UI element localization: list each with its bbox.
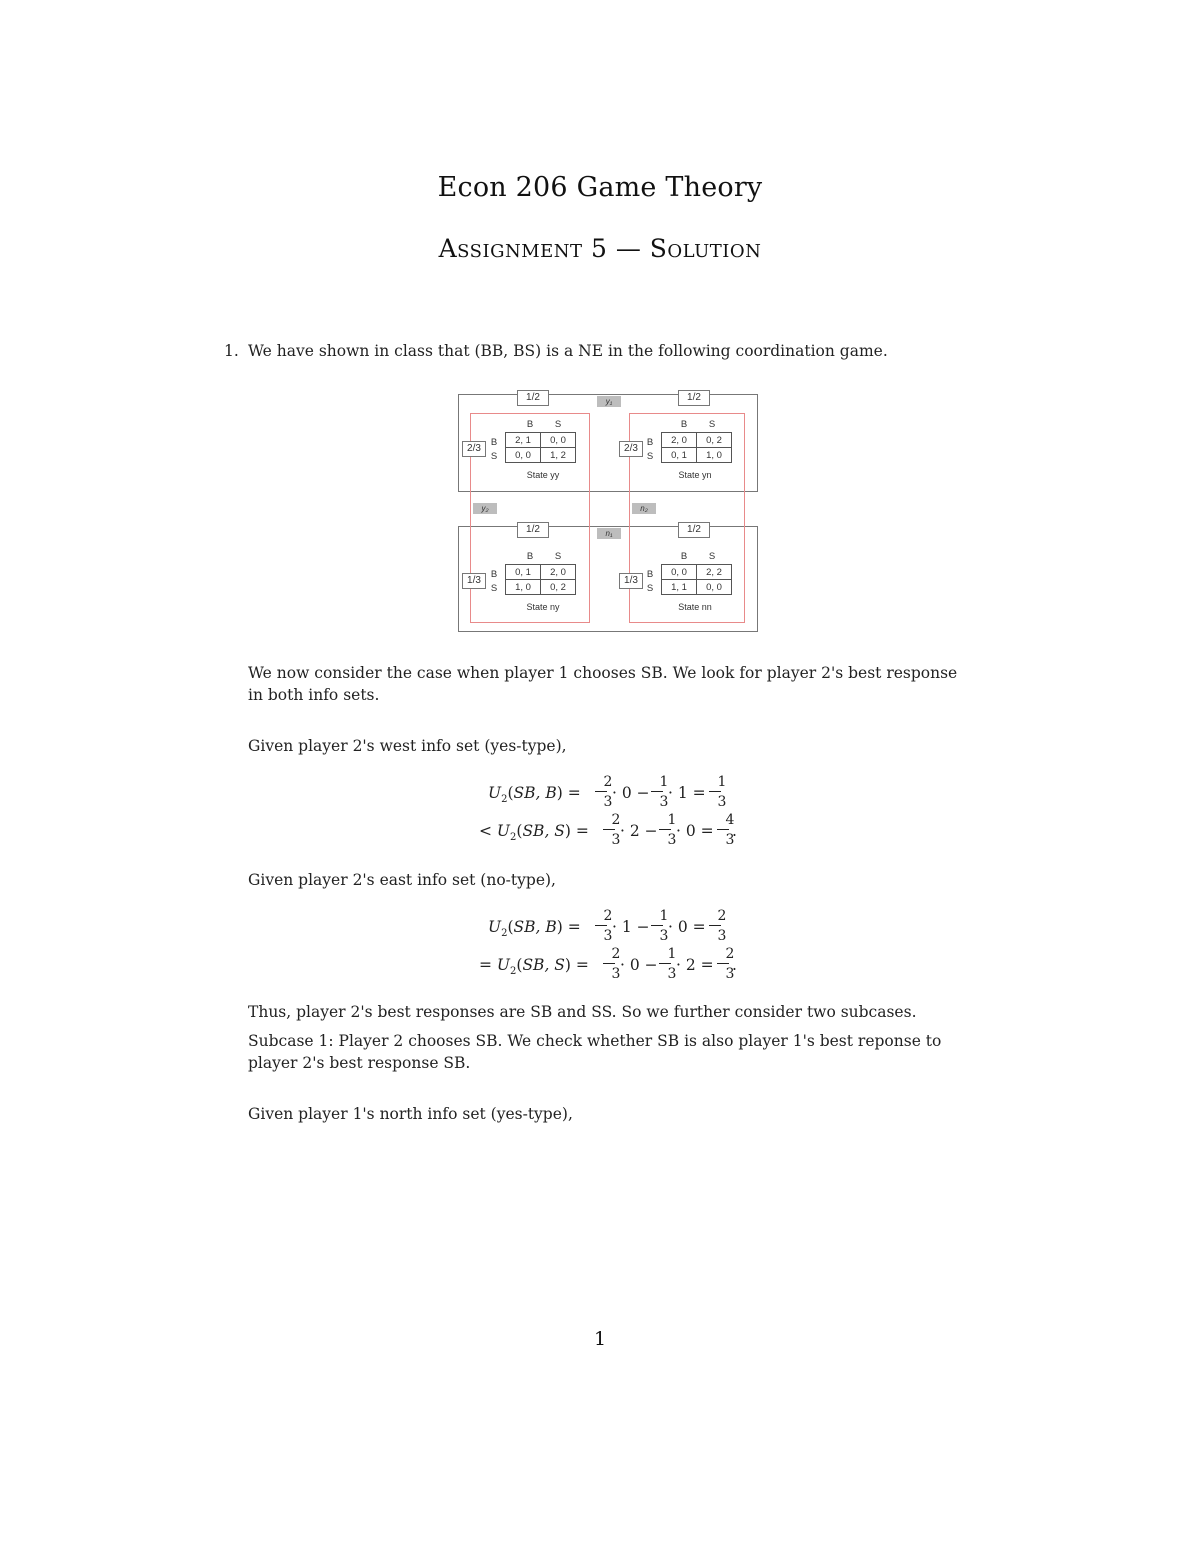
- prob-label: 1/2: [517, 390, 549, 406]
- payoff-cell: 1, 0: [697, 448, 732, 463]
- payoff-cell: 0, 0: [506, 448, 541, 463]
- payoff-cell: 0, 0: [541, 433, 576, 448]
- info-set-n1: n₁: [597, 528, 621, 539]
- payoff-cell: 0, 0: [697, 580, 732, 595]
- payoff-cell: 0, 2: [541, 580, 576, 595]
- paragraph-east: Given player 2's east info set (no-type),: [248, 871, 556, 889]
- payoff-cell: 0, 2: [697, 433, 732, 448]
- state-label: State yn: [678, 470, 712, 480]
- paragraph-thus: Thus, player 2's best responses are SB and SS. So we further consider two subcases.: [248, 1003, 917, 1021]
- payoff-cell: 2, 2: [697, 565, 732, 580]
- row-label: B: [490, 569, 498, 580]
- item1-intro: We have shown in class that (BB, BS) is a NE in the following coordination game.: [248, 342, 888, 360]
- state-label: State ny: [526, 602, 560, 612]
- paragraph-consider: We now consider the case when player 1 chooses SB. We look for player 2's best response in both info sets.: [248, 664, 958, 704]
- column-label: S: [708, 419, 716, 430]
- payoff-table-ny: [505, 564, 576, 595]
- row-label: S: [490, 451, 498, 462]
- payoff-cell: 0, 1: [506, 565, 541, 580]
- equation-west: $U_2(SB$, B) = 2 3 · 0 − 1 3 · 1 = 1 3 < $U_2(SB$, S) = 2 3 · 2 − 1 3 · 0 = 4 3 .: [479, 774, 737, 848]
- row-label: B: [646, 437, 654, 448]
- prob-label: 1/2: [678, 390, 710, 406]
- item-number: 1.: [224, 342, 239, 360]
- paragraph-north: Given player 1's north info set (yes-type),: [248, 1105, 573, 1123]
- payoff-cell: 2, 0: [662, 433, 697, 448]
- state-label: State nn: [678, 602, 712, 612]
- payoff-cell: 1, 1: [662, 580, 697, 595]
- column-label: S: [554, 419, 562, 430]
- row-label: S: [490, 583, 498, 594]
- coordination-game-figure: [458, 388, 760, 632]
- info-set-y1: y₁: [597, 396, 621, 407]
- row-label: B: [490, 437, 498, 448]
- paragraph-subcase: Subcase 1: Player 2 chooses SB. We check whether SB is also player 1's best reponse to player 2's best response SB.: [248, 1032, 942, 1072]
- info-set-n2: n₂: [632, 503, 656, 514]
- state-label: State yy: [526, 470, 560, 480]
- document-subtitle: Assignment 5 — Solution: [438, 234, 762, 263]
- payoff-table-yn: [661, 432, 732, 463]
- prob-label: 1/2: [517, 522, 549, 538]
- payoff-cell: 1, 2: [541, 448, 576, 463]
- document-title: Econ 206 Game Theory: [437, 172, 763, 203]
- payoff-table-yy: [505, 432, 576, 463]
- column-label: B: [526, 419, 534, 430]
- column-label: S: [708, 551, 716, 562]
- prob-label: 2/3: [619, 441, 643, 457]
- column-label: B: [680, 419, 688, 430]
- prob-label: 1/3: [619, 573, 643, 589]
- row-label: S: [646, 583, 654, 594]
- payoff-cell: 0, 0: [662, 565, 697, 580]
- equation-east: $U_2(SB$, B) = 2 3 · 1 − 1 3 · 0 = 2 3 = $U_2(SB$, S) = 2 3 · 0 − 1 3 · 2 = 2 3 .: [479, 908, 737, 982]
- column-label: B: [526, 551, 534, 562]
- payoff-cell: 2, 1: [506, 433, 541, 448]
- page-number: 1: [593, 1328, 607, 1350]
- row-label: S: [646, 451, 654, 462]
- column-label: S: [554, 551, 562, 562]
- paragraph-west: Given player 2's west info set (yes-type),: [248, 737, 567, 755]
- payoff-cell: 0, 1: [662, 448, 697, 463]
- payoff-cell: 1, 0: [506, 580, 541, 595]
- payoff-cell: 2, 0: [541, 565, 576, 580]
- row-label: B: [646, 569, 654, 580]
- prob-label: 2/3: [462, 441, 486, 457]
- prob-label: 1/2: [678, 522, 710, 538]
- payoff-table-nn: [661, 564, 732, 595]
- prob-label: 1/3: [462, 573, 486, 589]
- info-set-y2: y₂: [473, 503, 497, 514]
- column-label: B: [680, 551, 688, 562]
